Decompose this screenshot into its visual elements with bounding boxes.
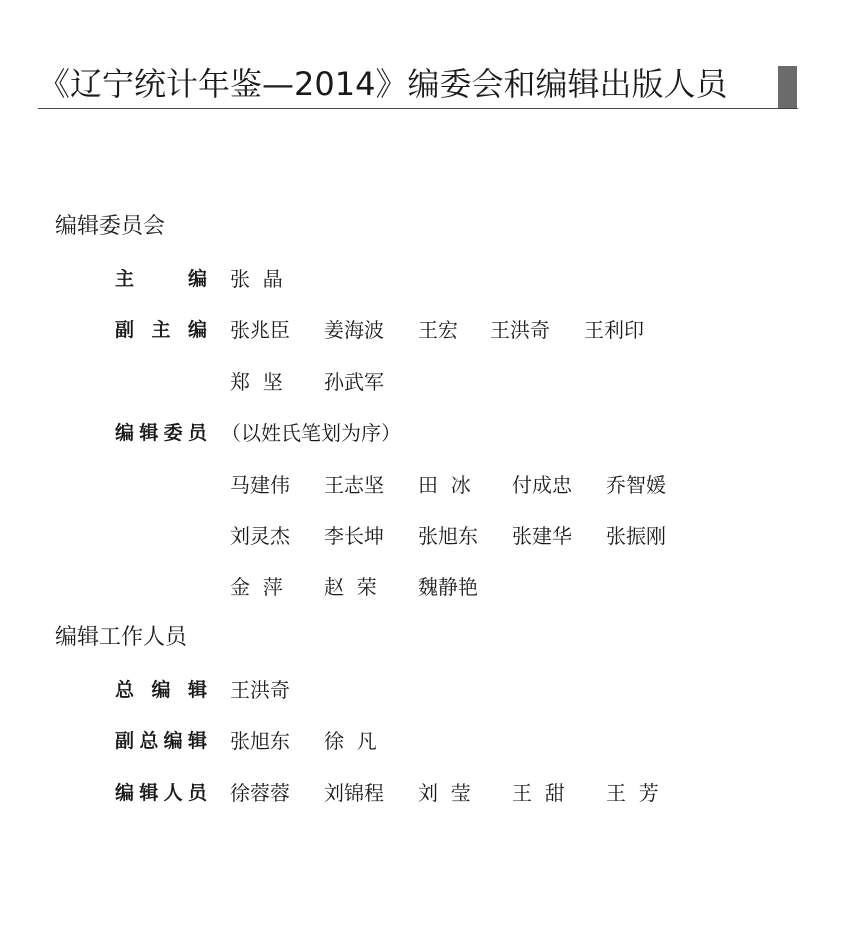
role-label-char: 辑 [187, 679, 207, 701]
person-name: 田 冰 [418, 473, 471, 497]
person-name: 王利印 [584, 318, 644, 342]
person-name: 赵 荣 [324, 575, 377, 599]
role-label-char: 副 [115, 730, 135, 752]
role-label-char: 主 [151, 319, 171, 341]
name-list [230, 521, 700, 551]
person-name: 徐 凡 [324, 729, 377, 753]
person-name: 付成忠 [512, 473, 572, 497]
person-name: 王志坚 [324, 473, 384, 497]
person-name: 王 甜 [512, 781, 565, 805]
role-label-char: 编 [115, 422, 135, 444]
role-label-deputy-chief [115, 315, 207, 345]
person-name: 马建伟 [230, 473, 290, 497]
name-list [230, 675, 324, 705]
role-label-char: 编 [163, 730, 183, 752]
name-list [230, 572, 512, 602]
person-name: 张旭东 [418, 524, 478, 548]
ordering-note: （以姓氏笔划为序） [221, 421, 401, 445]
person-name: 孙武军 [324, 370, 384, 394]
person-name: 魏静艳 [418, 575, 478, 599]
person-name: 张振刚 [606, 524, 666, 548]
role-label-char: 辑 [139, 782, 159, 804]
person-name: 徐蓉蓉 [230, 781, 290, 805]
section-heading-staff: 编辑工作人员 [55, 625, 188, 650]
person-name: 姜海波 [324, 318, 384, 342]
person-name: 王宏 [418, 318, 458, 342]
person-name: 刘灵杰 [230, 524, 290, 548]
person-name: 刘 莹 [418, 781, 471, 805]
role-label-char: 编 [187, 319, 207, 341]
person-name: 王洪奇 [230, 678, 290, 702]
person-name: 张兆臣 [230, 318, 290, 342]
role-label-char: 副 [115, 319, 135, 341]
person-name: 张旭东 [230, 729, 290, 753]
person-name: 王洪奇 [490, 318, 550, 342]
header-tab-marker [778, 66, 797, 108]
role-label-members [115, 418, 207, 448]
role-label-chief-editor [115, 264, 207, 294]
person-name: 张建华 [512, 524, 572, 548]
person-name: 郑 坚 [230, 370, 283, 394]
role-label-editors [115, 778, 207, 808]
page-title: 《辽宁统计年鉴—2014》编委会和编辑出版人员 [38, 65, 728, 103]
role-label-char: 总 [115, 679, 135, 701]
name-list [230, 726, 418, 756]
role-label-char: 编 [151, 679, 171, 701]
role-label-editor-in-chief [115, 675, 207, 705]
role-label-char: 编 [115, 782, 135, 804]
role-label-char: 编 [187, 268, 207, 290]
role-label-char: 总 [139, 730, 159, 752]
role-label-char: 员 [187, 782, 207, 804]
person-name: 王 芳 [606, 781, 659, 805]
person-name: 李长坤 [324, 524, 384, 548]
role-label-char: 人 [163, 782, 183, 804]
role-label-char: 辑 [187, 730, 207, 752]
role-label-char: 主 [115, 268, 135, 290]
person-name: 乔智媛 [606, 473, 666, 497]
person-name: 刘锦程 [324, 781, 384, 805]
person-name: 金 萍 [230, 575, 283, 599]
person-name: 张 晶 [230, 267, 283, 291]
role-label-char: 员 [187, 422, 207, 444]
name-list [230, 470, 700, 500]
name-list [230, 315, 678, 345]
name-list [230, 367, 418, 397]
name-list [230, 778, 700, 808]
role-label-char: 委 [163, 422, 183, 444]
name-list [230, 264, 324, 294]
role-label-deputy-editor [115, 726, 207, 756]
section-heading-committee: 编辑委员会 [55, 214, 166, 239]
role-label-char: 辑 [139, 422, 159, 444]
title-underline [38, 108, 798, 109]
